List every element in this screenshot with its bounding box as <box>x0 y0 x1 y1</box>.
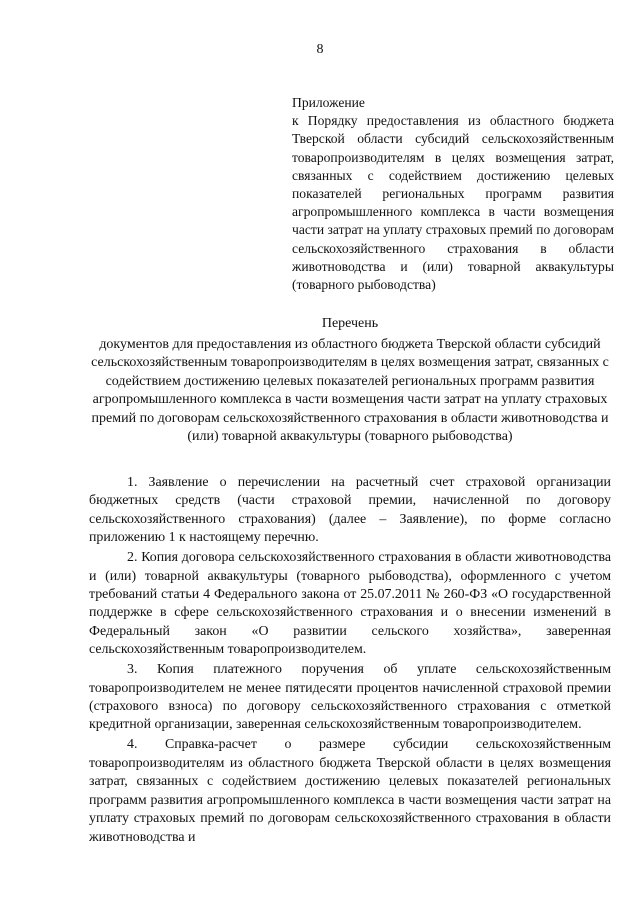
list-heading <box>90 315 610 447</box>
list-item: 2. Копия договора сельскохозяйственного страхования в области животноводства и (или) товарной аквакультуры (товарного рыбоводства), оформленного с учетом требований статьи 4 Федерального закона от 25.07.2011 № 260-ФЗ «О государственной поддержке в сфере сельскохозяйственного страхования и о внесении изменений в Федеральный закон «О развитии сельского хозяйства», заверенная сельскохозяйственным товаропроизводителем. <box>89 550 611 658</box>
document-list <box>89 474 611 849</box>
page-number: 8 <box>316 42 324 57</box>
list-item: 3. Копия платежного поручения об уплате сельскохозяйственным товаропроизводителем не менее пятидесяти процентов начисленной страховой премии (страхового взноса) по договору сельскохозяйственного страхования с отметкой кредитной организации, заверенная сельскохозяйственным товаропроизводителем. <box>89 662 611 733</box>
heading-title: Перечень <box>321 316 379 331</box>
list-item: 1. Заявление о перечислении на расчетный счет страховой организации бюджетных средств (части страховой премии, начисленной по договору сельскохозяйственного страхования) (далее – Заявление), по форме согласно приложению 1 к настоящему перечню. <box>89 475 611 546</box>
appendix-text: к Порядку предоставления из областного бюджета Тверской области субсидий сельскохозяйственным товаропроизводителям в целях возмещения затрат, связанных с содействием достижению целевых показателей региональных программ развития агропромышленного комплекса в части возмещения части затрат на уплату страховых премий по договорам сельскохозяйственного страхования в области животноводства и (или) товарной аквакультуры (товарного рыбоводства) <box>292 113 614 293</box>
appendix-title: Приложение <box>292 95 365 110</box>
heading-text: документов для предоставления из областного бюджета Тверской области субсидий сельскохозяйственным товаропроизводителям в целях возмещения затрат, связанных с содействием достижению целевых показателей региональных программ развития агропромышленного комплекса в части возмещения части затрат на уплату страховых премий по договорам сельскохозяйственного страхования в области животноводства и (или) товарной аквакультуры (товарного рыбоводства) <box>91 336 609 444</box>
list-item: 4. Справка-расчет о размере субсидии сельскохозяйственным товаропроизводителям из областного бюджета Тверской области в целях возмещения затрат, связанных с содействием достижению целевых показателей региональных программ развития агропромышленного комплекса в части возмещения части затрат на уплату страховых премий по договорам сельскохозяйственного страхования в области животноводства и <box>89 737 611 845</box>
appendix-block <box>292 94 614 294</box>
